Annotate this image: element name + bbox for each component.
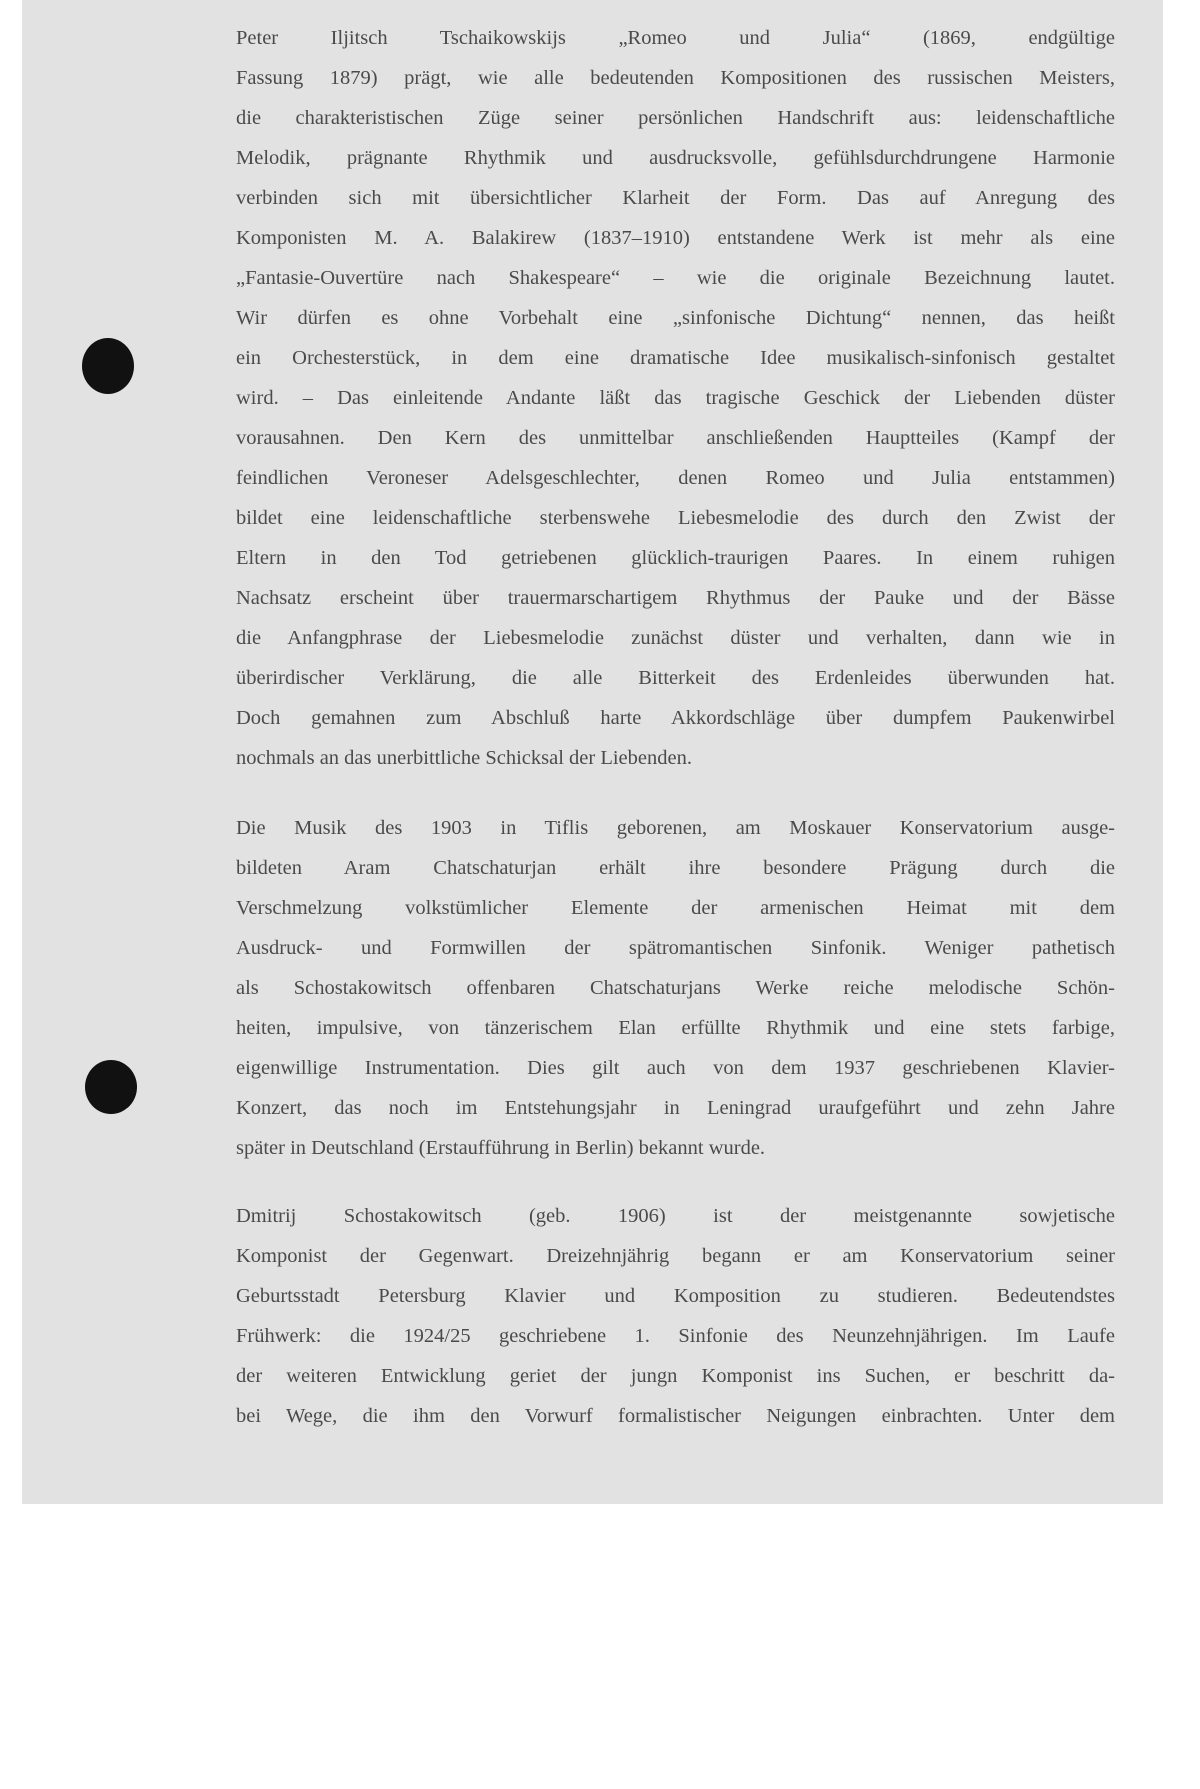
text-line: bildet eine leidenschaftliche sterbenswehe Liebesmelodie des durch den Zwist der: [236, 507, 1115, 529]
paragraph-schostakowitsch: [236, 1196, 1115, 1436]
text-line: vorausahnen. Den Kern des unmittelbar anschließenden Hauptteiles (Kampf der: [236, 427, 1115, 449]
punch-hole-bottom: [85, 1060, 137, 1114]
text-line: feindlichen Veroneser Adelsgeschlechter, denen Romeo und Julia entstammen): [236, 467, 1115, 489]
text-line: verbinden sich mit übersichtlicher Klarheit der Form. Das auf Anregung des: [236, 187, 1115, 209]
text-line: Wir dürfen es ohne Vorbehalt eine „sinfonische Dichtung“ nennen, das heißt: [236, 307, 1115, 329]
text-line: als Schostakowitsch offenbaren Chatschaturjans Werke reiche melodische Schön-: [236, 977, 1115, 999]
text-line: heiten, impulsive, von tänzerischem Elan erfüllte Rhythmik und eine stets farbige,: [236, 1017, 1115, 1039]
text-line: Verschmelzung volkstümlicher Elemente der armenischen Heimat mit dem: [236, 897, 1115, 919]
text-line: ein Orchesterstück, in dem eine dramatische Idee musikalisch-sinfonisch gestaltet: [236, 347, 1115, 369]
text-line: nochmals an das unerbittliche Schicksal der Liebenden.: [236, 747, 692, 769]
text-line: die charakteristischen Züge seiner persönlichen Handschrift aus: leidenschaftliche: [236, 107, 1115, 129]
text-line: der weiteren Entwicklung geriet der jungn Komponist ins Suchen, er beschritt da-: [236, 1365, 1115, 1387]
text-line: später in Deutschland (Erstaufführung in Berlin) bekannt wurde.: [236, 1137, 766, 1159]
text-line: Frühwerk: die 1924/25 geschriebene 1. Sinfonie des Neunzehnjährigen. Im Laufe: [236, 1325, 1115, 1347]
text-line: Dmitrij Schostakowitsch (geb. 1906) ist der meistgenannte sowjetische: [236, 1205, 1115, 1227]
paragraph-chatschaturjan: [236, 808, 1115, 1168]
text-line: eigenwillige Instrumentation. Dies gilt auch von dem 1937 geschriebenen Klavier-: [236, 1057, 1115, 1079]
text-line: Komponisten M. A. Balakirew (1837–1910) entstandene Werk ist mehr als eine: [236, 227, 1115, 249]
text-line: bei Wege, die ihm den Vorwurf formalistischer Neigungen einbrachten. Unter dem: [236, 1405, 1115, 1427]
text-line: Fassung 1879) prägt, wie alle bedeutenden Kompositionen des russischen Meisters,: [236, 67, 1115, 89]
text-line: Konzert, das noch im Entstehungsjahr in Leningrad uraufgeführt und zehn Jahre: [236, 1097, 1115, 1119]
text-line: „Fantasie-Ouvertüre nach Shakespeare“ – wie die originale Bezeichnung lautet.: [236, 267, 1115, 289]
text-line: wird. – Das einleitende Andante läßt das tragische Geschick der Liebenden düster: [236, 387, 1115, 409]
text-line: Ausdruck- und Formwillen der spätromantischen Sinfonik. Weniger pathetisch: [236, 937, 1115, 959]
text-line: Peter Iljitsch Tschaikowskijs „Romeo und Julia“ (1869, endgültige: [236, 27, 1115, 49]
text-line: überirdischer Verklärung, die alle Bitterkeit des Erdenleides überwunden hat.: [236, 667, 1115, 689]
text-line: bildeten Aram Chatschaturjan erhält ihre besondere Prägung durch die: [236, 857, 1115, 879]
text-line: Die Musik des 1903 in Tiflis geborenen, am Moskauer Konservatorium ausge-: [236, 817, 1115, 839]
text-line: Geburtsstadt Petersburg Klavier und Komposition zu studieren. Bedeutendstes: [236, 1285, 1115, 1307]
text-line: Nachsatz erscheint über trauermarschartigem Rhythmus der Pauke und der Bässe: [236, 587, 1115, 609]
paragraph-tschaikowski: [236, 18, 1115, 778]
text-line: Melodik, prägnante Rhythmik und ausdrucksvolle, gefühlsdurchdrungene Harmonie: [236, 147, 1115, 169]
text-line: Komponist der Gegenwart. Dreizehnjährig begann er am Konservatorium seiner: [236, 1245, 1115, 1267]
text-line: die Anfangphrase der Liebesmelodie zunächst düster und verhalten, dann wie in: [236, 627, 1115, 649]
punch-hole-top: [82, 338, 134, 394]
text-line: Doch gemahnen zum Abschluß harte Akkordschläge über dumpfem Paukenwirbel: [236, 707, 1115, 729]
text-line: Eltern in den Tod getriebenen glücklich-traurigen Paares. In einem ruhigen: [236, 547, 1115, 569]
